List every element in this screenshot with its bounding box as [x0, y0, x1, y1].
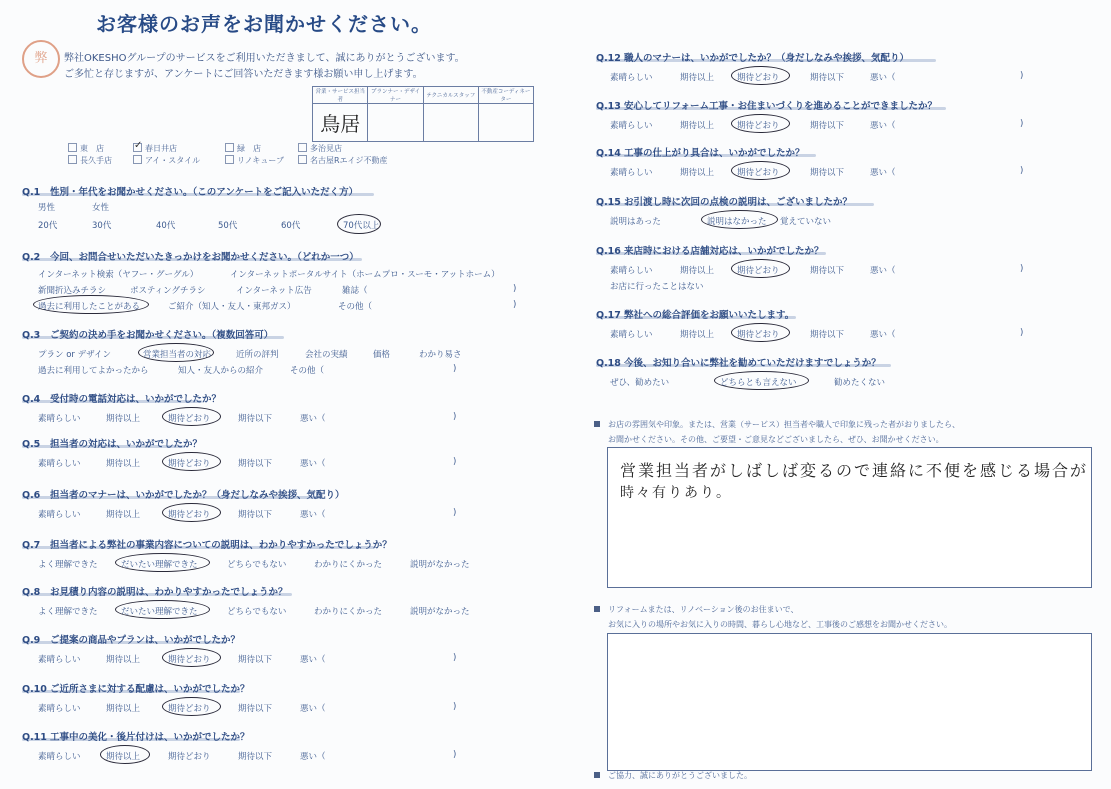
staff-table [312, 86, 534, 142]
closing-message: ご協力、誠にありがとうございました。 [608, 771, 752, 780]
q11-option[interactable]: 悪い（ [300, 752, 326, 762]
q15-heading: Q.15 お引渡し時に次回の点検の説明は、ございましたか？ [596, 197, 853, 208]
answer-circle-mark [337, 214, 381, 234]
q2-option[interactable]: その他（ [338, 302, 373, 312]
q9-paren: ) [453, 653, 457, 663]
q11-option[interactable]: 期待どおり [168, 752, 211, 762]
q5-option-selected[interactable]: 期待どおり [168, 459, 211, 469]
q18-option[interactable]: ぜひ、勧めたい [610, 378, 670, 388]
staff-header-sales: 営業・サービス担当者 [313, 87, 368, 104]
q11-option[interactable]: 期待以下 [238, 752, 273, 762]
comment1-textarea[interactable] [607, 447, 1092, 588]
comment1-handwritten-line2: 時々有りあり。 [620, 485, 732, 501]
answer-circle-mark [162, 407, 221, 426]
store-renocube[interactable]: リノキューブ [225, 155, 284, 166]
q4-option[interactable]: 素晴らしい [38, 414, 81, 424]
q10-option-selected[interactable]: 期待どおり [168, 704, 211, 714]
q5-option[interactable]: 素晴らしい [38, 459, 81, 469]
q13-option-selected[interactable]: 期待どおり [737, 121, 780, 131]
q4-option[interactable]: 期待以上 [106, 414, 141, 424]
answer-circle-mark [162, 697, 221, 716]
q3-option[interactable]: 知人・友人からの紹介 [178, 366, 264, 376]
q9-heading: Q.9 ご提案の商品やプランは、いかがでしたか？ [22, 635, 241, 646]
answer-circle-mark [731, 66, 790, 85]
answer-circle-mark [714, 371, 809, 390]
q2-option[interactable]: インターネットポータルサイト（ホームプロ・スーモ・アットホーム） [230, 270, 500, 280]
q3-option[interactable]: 過去に利用してよかったから [38, 366, 149, 376]
q9-option[interactable]: 素晴らしい [38, 655, 81, 665]
q10-option[interactable]: 期待以上 [106, 704, 141, 714]
q3-option[interactable]: その他（ [290, 366, 325, 376]
q1-heading: Q.1 性別・年代をお聞かせください。（このアンケートをご記入いただく方） [22, 187, 359, 198]
company-seal-stamp: 弊 [22, 40, 60, 78]
q5-option[interactable]: 期待以下 [238, 459, 273, 469]
checkbox-icon [298, 155, 307, 164]
checked-checkbox-icon: ✓ [134, 140, 143, 151]
q16-heading: Q.16 来店時における店舗対応は、いかがでしたか？ [596, 246, 824, 257]
q16-option-selected[interactable]: 期待どおり [737, 266, 780, 276]
q7-option[interactable]: 説明がなかった [410, 560, 470, 570]
q4-option[interactable]: 期待以下 [238, 414, 273, 424]
page-title: お客様のお声をお聞かせください。 [96, 12, 432, 36]
checkbox-icon [225, 143, 234, 152]
q12-heading: Q.12 職人のマナーは、いかがでしたか？（身だしなみや挨拶、気配り） [596, 53, 910, 64]
bullet-square-icon [594, 606, 600, 612]
q3-option[interactable]: 会社の実績 [305, 350, 348, 360]
q16-option[interactable]: 素晴らしい [610, 266, 653, 276]
staff-cell-planner[interactable] [368, 104, 423, 142]
q6-option[interactable]: 期待以下 [238, 510, 273, 520]
checkbox-icon [298, 143, 307, 152]
q5-option[interactable]: 悪い（ [300, 459, 326, 469]
checkbox-icon [68, 155, 77, 164]
q10-heading: Q.10 ご近所さまに対する配慮は、いかがでしたか？ [22, 684, 250, 695]
q14-option-selected[interactable]: 期待どおり [737, 168, 780, 178]
q3-heading: Q.3 ご契約の決め手をお聞かせください。（複数回答可） [22, 330, 274, 341]
comment2-prompt-line1: リフォームまたは、リノベーション後のお住まいで、 [608, 605, 799, 614]
q14-heading: Q.14 工事の仕上がり具合は、いかがでしたか？ [596, 148, 805, 159]
q13-option[interactable]: 素晴らしい [610, 121, 653, 131]
answer-circle-mark [33, 295, 149, 314]
q2-option[interactable]: 新聞折込みチラシ [38, 286, 107, 296]
q5-option[interactable]: 期待以上 [106, 459, 141, 469]
q1-option-selected[interactable]: 70代以上 [343, 221, 380, 231]
q3-paren: ) [453, 364, 457, 374]
comment2-prompt-line2: お気に入りの場所やお気に入りの時間、暮らし心地など、工事後のご感想をお聞かせください。 [608, 620, 952, 629]
q13-option[interactable]: 期待以下 [810, 121, 845, 131]
q4-option[interactable]: 悪い（ [300, 414, 326, 424]
q17-option[interactable]: 悪い（ [870, 330, 896, 340]
q16-option[interactable]: お店に行ったことはない [610, 282, 704, 292]
q4-heading: Q.4 受付時の電話対応は、いかがでしたか？ [22, 394, 222, 405]
q6-option[interactable]: 素晴らしい [38, 510, 81, 520]
q1-option[interactable]: 20代 [38, 221, 58, 231]
staff-header-technical: テクニカルスタッフ [423, 87, 478, 104]
q6-option[interactable]: 期待以上 [106, 510, 141, 520]
q11-heading: Q.11 工事中の美化・後片付けは、いかがでしたか？ [22, 732, 250, 743]
answer-circle-mark [701, 210, 778, 229]
q9-option[interactable]: 期待以下 [238, 655, 273, 665]
q14-option[interactable]: 悪い（ [870, 168, 896, 178]
q2-option[interactable]: インターネット広告 [236, 286, 312, 296]
store-istyle[interactable]: アイ・スタイル [133, 155, 200, 166]
q16-paren: ) [1020, 264, 1024, 274]
q2-paren: ) [513, 284, 517, 294]
q12-option[interactable]: 悪い（ [870, 73, 896, 83]
q14-paren: ) [1020, 166, 1024, 176]
q1-option[interactable]: 40代 [156, 221, 176, 231]
q6-paren: ) [453, 508, 457, 518]
q5-heading: Q.5 担当者の対応は、いかがでしたか？ [22, 439, 203, 450]
q13-heading: Q.13 安心してリフォーム工事・お住まいづくりを進めることができましたか？ [596, 101, 938, 112]
checkbox-icon [133, 155, 142, 164]
q1-option[interactable]: 男性 [38, 203, 56, 213]
q14-option[interactable]: 期待以下 [810, 168, 845, 178]
bullet-square-icon [594, 421, 600, 427]
q10-option[interactable]: 期待以下 [238, 704, 273, 714]
q2-option[interactable]: インターネット検索（ヤフー・グーグル） [38, 270, 199, 280]
q4-paren: ) [453, 412, 457, 422]
q15-option[interactable]: 覚えていない [780, 217, 832, 227]
answer-circle-mark [731, 323, 790, 342]
answer-circle-mark [115, 600, 210, 619]
intro-line-1: 弊社OKESHOグループのサービスをご利用いただきまして、誠にありがとうございます。 [64, 53, 465, 64]
q14-option[interactable]: 素晴らしい [610, 168, 653, 178]
q3-option[interactable]: プラン or デザイン [38, 350, 112, 360]
q9-option[interactable]: 期待以上 [106, 655, 141, 665]
answer-circle-mark [162, 452, 221, 471]
checkbox-icon [68, 143, 77, 152]
q13-option[interactable]: 期待以上 [680, 121, 715, 131]
q1-option[interactable]: 50代 [218, 221, 238, 231]
q16-option[interactable]: 期待以上 [680, 266, 715, 276]
q8-option[interactable]: わかりにくかった [314, 607, 383, 617]
q7-option-selected[interactable]: だいたい理解できた [121, 560, 198, 570]
q17-paren: ) [1020, 328, 1024, 338]
intro-line-2: ご多忙と存じますが、アンケートにご回答いただきます様お願い申し上げます。 [64, 69, 423, 80]
q6-heading: Q.6 担当者のマナーは、いかがでしたか？（身だしなみや挨拶、気配り） [22, 490, 345, 501]
q9-option-selected[interactable]: 期待どおり [168, 655, 211, 665]
q3-option[interactable]: 価格 [373, 350, 391, 360]
comment2-textarea[interactable] [607, 633, 1092, 771]
q1-option[interactable]: 女性 [92, 203, 110, 213]
q2-option[interactable]: ご紹介（知人・友人・東邦ガス） [168, 302, 296, 312]
answer-circle-mark [138, 343, 214, 362]
q2-option[interactable]: ポスティングチラシ [130, 286, 206, 296]
answer-circle-mark [100, 745, 150, 764]
q17-heading: Q.17 弊社への総合評価をお願いいたします。 [596, 310, 795, 321]
answer-circle-mark [731, 259, 790, 278]
q16-option[interactable]: 期待以下 [810, 266, 845, 276]
q6-option-selected[interactable]: 期待どおり [168, 510, 211, 520]
q8-option-selected[interactable]: だいたい理解できた [121, 607, 198, 617]
staff-cell-realestate[interactable] [478, 104, 533, 142]
q2-heading: Q.2 今回、お問合せいただいたきっかけをお聞かせください。（どれか一つ） [22, 252, 359, 263]
q13-paren: ) [1020, 119, 1024, 129]
comment1-prompt-line1: お店の雰囲気や印象。または、営業（サービス）担当者や職人で印象に残った者がおりましたら、 [608, 420, 960, 429]
staff-header-planner: プランナー・デザイナー [368, 87, 423, 104]
store-nagoya-r-age[interactable]: 名古屋Rエイジ不動産 [298, 155, 388, 166]
q1-option[interactable]: 60代 [281, 221, 301, 231]
q10-paren: ) [453, 702, 457, 712]
q10-option[interactable]: 素晴らしい [38, 704, 81, 714]
q12-option-selected[interactable]: 期待どおり [737, 73, 780, 83]
q8-heading: Q.8 お見積り内容の説明は、わかりやすかったでしょうか？ [22, 587, 288, 598]
answer-circle-mark [162, 503, 221, 522]
comment1-prompt-line2: お聞かせください。その他、ご要望・ご意見などございましたら、ぜひ、お聞かせください。 [608, 435, 944, 444]
q15-option-selected[interactable]: 説明はなかった [707, 217, 767, 227]
q7-option[interactable]: よく理解できた [38, 560, 98, 570]
q18-heading: Q.18 今後、お知り合いに弊社を勧めていただけますでしょうか？ [596, 358, 881, 369]
staff-handwritten-name[interactable]: 鳥居 [313, 104, 368, 142]
q11-option-selected[interactable]: 期待以上 [106, 752, 141, 762]
q7-heading: Q.7 担当者による弊社の事業内容についての説明は、わかりやすかったでしょうか？ [22, 540, 392, 551]
q12-option[interactable]: 期待以上 [680, 73, 715, 83]
q17-option[interactable]: 素晴らしい [610, 330, 653, 340]
staff-header-realestate: 不動産コーディネーター [478, 87, 533, 104]
bullet-square-icon [594, 772, 600, 778]
q11-option[interactable]: 素晴らしい [38, 752, 81, 762]
store-nagakute[interactable]: 長久手店 [68, 155, 112, 166]
store-kasugai[interactable]: ✓ 春日井店 [134, 140, 177, 153]
answer-circle-mark [115, 553, 210, 572]
q12-option[interactable]: 素晴らしい [610, 73, 653, 83]
q3-option[interactable]: わかり易さ [419, 350, 462, 360]
q5-paren: ) [453, 457, 457, 467]
store-midori[interactable]: 緑 店 [225, 143, 261, 154]
q7-option[interactable]: わかりにくかった [314, 560, 383, 570]
q12-paren: ) [1020, 71, 1024, 81]
q4-option-selected[interactable]: 期待どおり [168, 414, 211, 424]
q8-option[interactable]: 説明がなかった [410, 607, 470, 617]
q6-option[interactable]: 悪い（ [300, 510, 326, 520]
q13-option[interactable]: 悪い（ [870, 121, 896, 131]
q3-option-selected[interactable]: 営業担当者の対応 [143, 350, 212, 360]
q17-option[interactable]: 期待以下 [810, 330, 845, 340]
answer-circle-mark [731, 161, 790, 180]
q8-option[interactable]: よく理解できた [38, 607, 98, 617]
q2-option[interactable]: 雑誌（ [342, 286, 368, 296]
store-east[interactable]: 東 店 [68, 143, 104, 154]
comment1-handwritten-line1: 営業担当者がしばしば変るので連絡に不便を感じる場合が [620, 461, 1089, 480]
q3-option[interactable]: 近所の評判 [236, 350, 279, 360]
q9-option[interactable]: 悪い（ [300, 655, 326, 665]
q18-option[interactable]: 勧めたくない [834, 378, 886, 388]
q15-option[interactable]: 説明はあった [610, 217, 661, 227]
q17-option-selected[interactable]: 期待どおり [737, 330, 780, 340]
q1-option[interactable]: 30代 [92, 221, 112, 231]
checkbox-icon [225, 155, 234, 164]
q16-option[interactable]: 悪い（ [870, 266, 896, 276]
answer-circle-mark [731, 114, 790, 133]
q8-option[interactable]: どちらでもない [227, 607, 287, 617]
q2-paren: ) [513, 300, 517, 310]
store-tajimi[interactable]: 多治見店 [298, 143, 342, 154]
q14-option[interactable]: 期待以上 [680, 168, 715, 178]
q18-option-selected[interactable]: どちらとも言えない [720, 378, 797, 388]
q10-option[interactable]: 悪い（ [300, 704, 326, 714]
q2-option-selected[interactable]: 過去に利用したことがある [38, 302, 141, 312]
q7-option[interactable]: どちらでもない [227, 560, 287, 570]
q17-option[interactable]: 期待以上 [680, 330, 715, 340]
answer-circle-mark [162, 648, 221, 667]
q11-paren: ) [453, 750, 457, 760]
staff-cell-technical[interactable] [423, 104, 478, 142]
q12-option[interactable]: 期待以下 [810, 73, 845, 83]
